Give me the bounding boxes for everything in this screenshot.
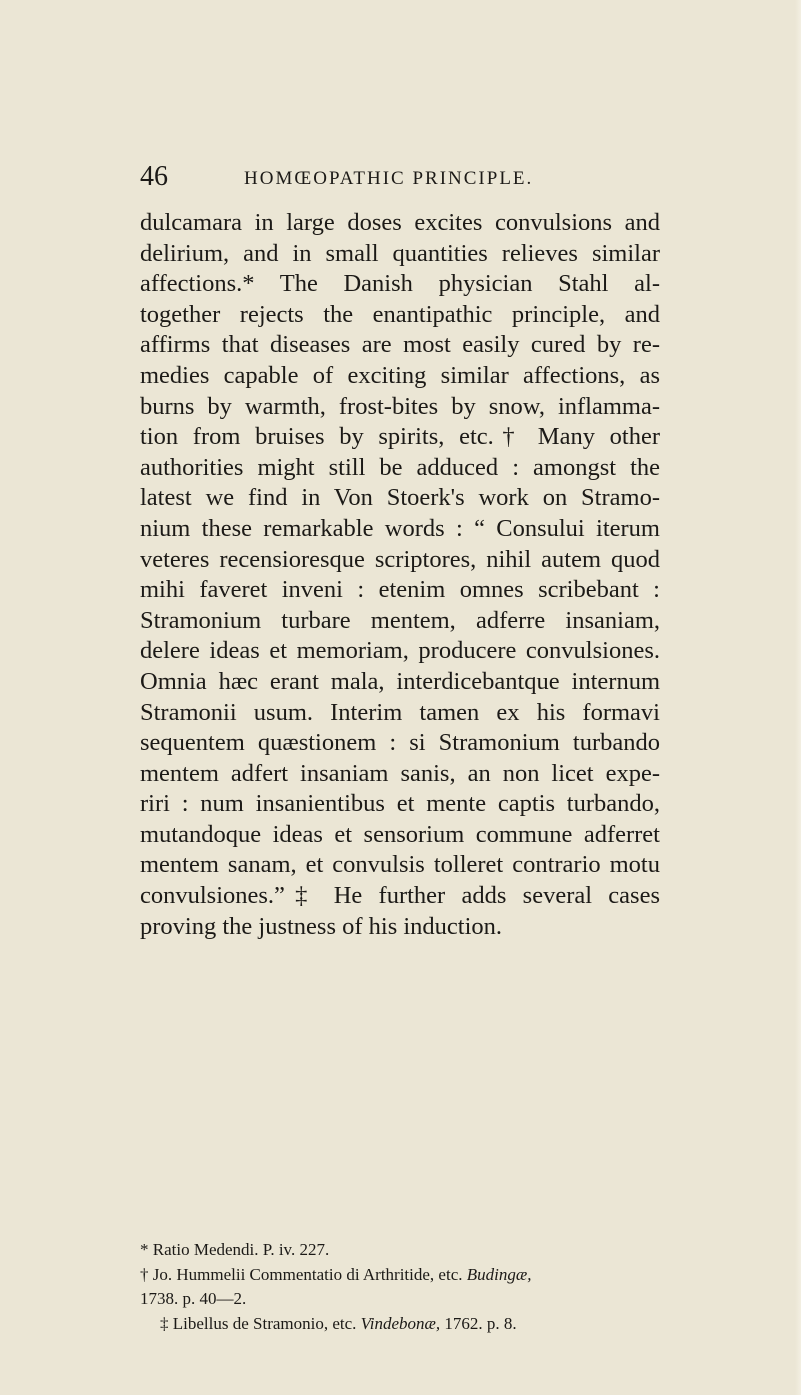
text-line: nium these remarkable words : “ Consului iterum <box>140 514 660 542</box>
footnote-2 <box>140 1263 660 1288</box>
text-line: mihi faveret inveni : etenim omnes scribebant : <box>140 576 660 604</box>
running-head: HOMŒOPATHIC PRINCIPLE. <box>244 168 534 189</box>
text-line: Omnia hæc erant mala, interdicebantque internum <box>140 667 660 695</box>
page-edge <box>795 0 801 1395</box>
text-line: medies capable of exciting similar affections, as <box>140 361 660 389</box>
text-line: delirium, and in small quantities relieves similar <box>140 239 660 267</box>
text-line: convulsiones.”‡ He further adds several cases <box>140 882 660 910</box>
text-line: tion from bruises by spirits, etc.† Many other <box>140 423 660 451</box>
footnote-3-text: ‡ Libellus de Stramonio, etc. <box>160 1314 357 1334</box>
text-line: authorities might still be adduced : amongst the <box>140 453 660 481</box>
text-line: together rejects the enantipathic principle, and <box>140 300 660 328</box>
text-line: burns by warmth, frost-bites by snow, inflamma- <box>140 392 660 420</box>
footnote-1 <box>140 1238 660 1263</box>
text-line: sequentem quæstionem : si Stramonium turbando <box>140 729 660 757</box>
text-line: dulcamara in large doses excites convulsions and <box>140 209 660 236</box>
text-line: mentem sanam, et convulsis tolleret contrario motu <box>140 851 660 879</box>
text-line: proving the justness of his induction. <box>140 912 503 940</box>
text-line: Stramonium turbare mentem, adferre insaniam, <box>140 606 660 634</box>
footnote-3-place: Vindebonæ, <box>360 1314 441 1334</box>
text-line: affections.* The Danish physician Stahl al- <box>140 270 660 298</box>
text-line: veteres recensioresque scriptores, nihil autem quod <box>140 545 660 573</box>
text-line: Stramonii usum. Interim tamen ex his formavi <box>140 698 660 726</box>
text-line: delere ideas et memoriam, producere convulsiones. <box>140 637 660 665</box>
page-number: 46 <box>140 161 168 192</box>
footnote-3 <box>140 1312 660 1337</box>
text-line: affirms that diseases are most easily cured by re- <box>140 331 660 359</box>
text-line: riri : num insanientibus et mente captis turbando, <box>140 790 660 818</box>
footnote-2-continued <box>140 1287 660 1312</box>
text-line: latest we find in Von Stoerk's work on Stramo- <box>140 484 660 512</box>
footnotes <box>140 1238 660 1337</box>
body-paragraph <box>140 208 660 942</box>
footnote-1-text: * Ratio Medendi. P. iv. 227. <box>140 1240 330 1259</box>
page-header <box>140 160 660 194</box>
text-line: mentem adfert insaniam sanis, an non licet expe- <box>140 759 660 787</box>
footnote-2-cont-text: 1738. p. 40—2. <box>140 1289 247 1309</box>
footnote-3-end: 1762. p. 8. <box>444 1314 517 1334</box>
text-line: mutandoque ideas et sensorium commune adferret <box>140 820 660 848</box>
footnote-2-text: † Jo. Hummelii Commentatio di Arthritide, etc. <box>140 1264 463 1284</box>
footnote-2-place: Budingæ, <box>466 1264 532 1284</box>
